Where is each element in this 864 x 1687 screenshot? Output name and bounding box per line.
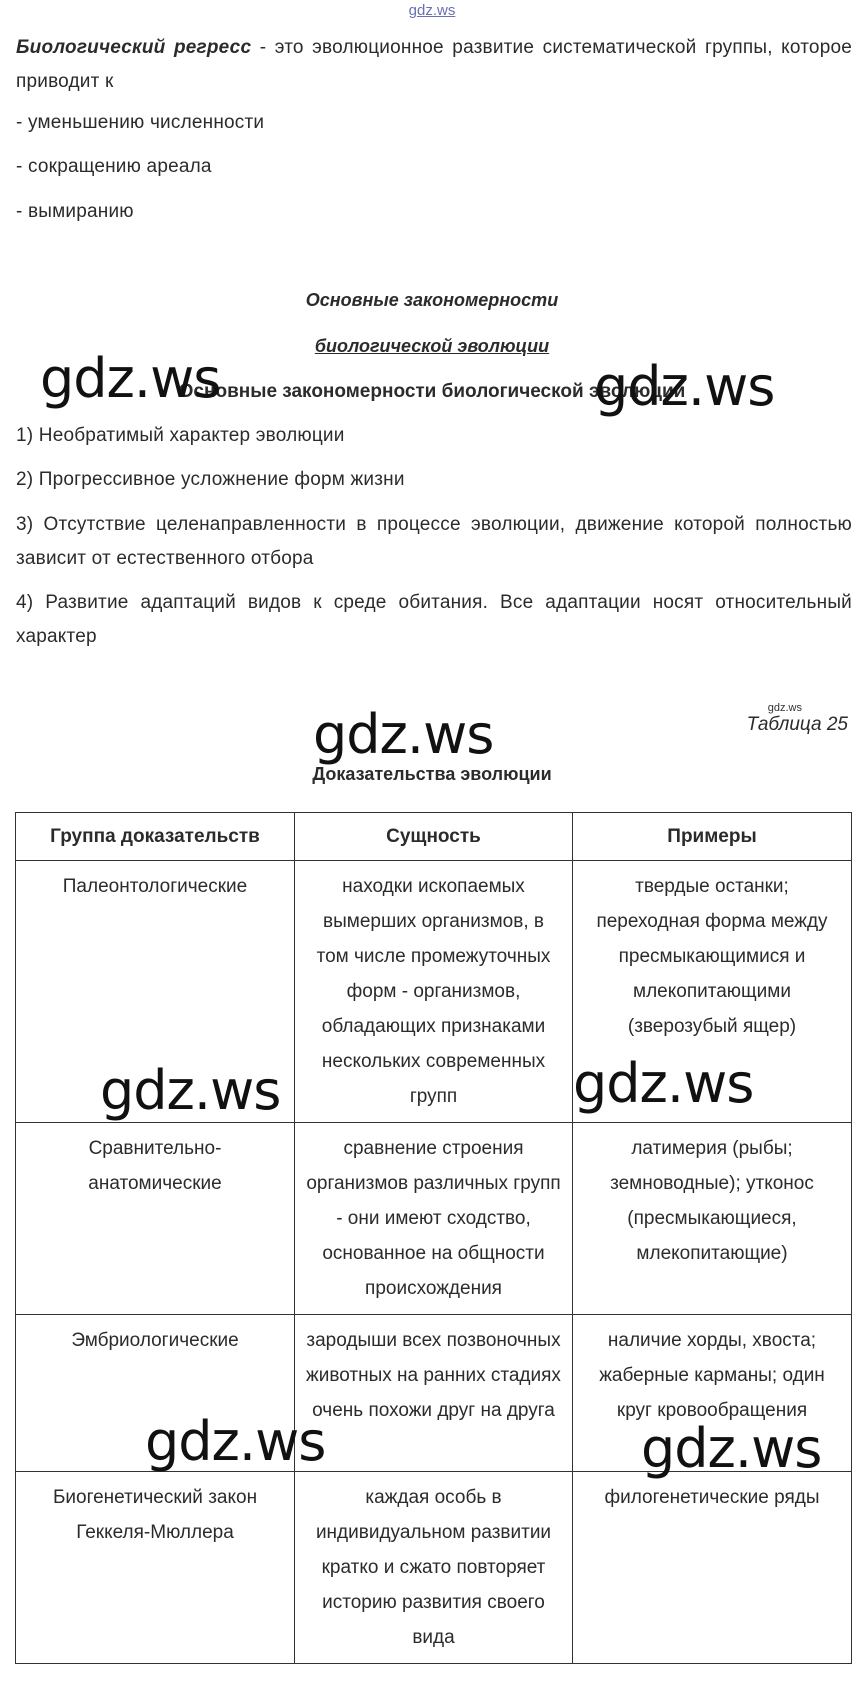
table-header-row xyxy=(16,813,852,861)
table-caption: Таблица 25 xyxy=(746,714,848,735)
watermark: gdz.ws xyxy=(641,1417,822,1480)
evidence-table xyxy=(15,812,852,1664)
intro-term: Биологический регресс xyxy=(16,37,252,58)
watermark: gdz.ws xyxy=(100,1059,281,1122)
column-header: Группа доказательств xyxy=(16,813,295,861)
section-title: Основные закономерности xyxy=(305,290,559,310)
watermark: gdz.ws xyxy=(40,347,221,410)
table-cell: филогенетические ряды xyxy=(573,1472,852,1664)
small-watermark: gdz.ws xyxy=(767,702,802,714)
list-item: - вымиранию xyxy=(16,201,134,222)
table-cell: латимерия (рыбы; земноводные); утконос (пресмыкающиеся, млекопитающие) xyxy=(573,1123,852,1315)
law-item: 4) Развитие адаптаций видов к среде обитания. Все адаптации носят относительный характер xyxy=(16,592,852,647)
law-item: 3) Отсутствие целенаправленности в процессе эволюции, движение которой полностью зависит от естественного отбора xyxy=(16,514,852,569)
table-cell: сравнение строения организмов различных групп - они имеют сходство, основанное на общности происхождения xyxy=(295,1123,573,1315)
column-header: Сущность xyxy=(295,813,573,861)
watermark: gdz.ws xyxy=(313,703,494,766)
list-item: - сокращению ареала xyxy=(16,156,212,177)
table-row xyxy=(16,1123,852,1315)
intro-paragraph xyxy=(16,31,852,99)
table-cell: Эмбриологические xyxy=(16,1315,295,1472)
top-watermark: gdz.ws xyxy=(408,2,456,19)
table-cell: Палеонтологические xyxy=(16,861,295,1123)
intro-text: - это эволюционное развитие систематической группы, которое приводит к xyxy=(16,37,852,92)
table-row xyxy=(16,1472,852,1664)
watermark: gdz.ws xyxy=(573,1052,754,1115)
table-title: Доказательства эволюции xyxy=(312,764,552,784)
section-title-underlined: биологической эволюции xyxy=(314,336,550,356)
column-header: Примеры xyxy=(573,813,852,861)
table-cell: находки ископаемых вымерших организмов, в том числе промежуточных форм - организмов, обладающих признаками нескольких современных групп xyxy=(295,861,573,1123)
table-cell: зародыши всех позвоночных животных на ранних стадиях очень похожи друг на друга xyxy=(295,1315,573,1472)
table-cell: Биогенетический закон Геккеля-Мюллера xyxy=(16,1472,295,1664)
law-item: 2) Прогрессивное усложнение форм жизни xyxy=(16,469,405,490)
table-cell: наличие хорды, хвоста; жаберные карманы; один круг кровообращения xyxy=(573,1315,852,1472)
table-cell: твердые останки; переходная форма между пресмыкающимися и млекопитающими (зверозубый ящер) xyxy=(573,861,852,1123)
law-item: 1) Необратимый характер эволюции xyxy=(16,425,345,446)
watermark: gdz.ws xyxy=(145,1410,326,1473)
table-cell: каждая особь в индивидуальном развитии кратко и сжато повторяет историю развития своего вида xyxy=(295,1472,573,1664)
section-subtitle: Основные закономерности биологической эволюции xyxy=(178,381,686,402)
list-item: - уменьшению численности xyxy=(16,112,265,133)
watermark: gdz.ws xyxy=(594,355,775,418)
table-cell: Сравнительно-анатомические xyxy=(16,1123,295,1315)
